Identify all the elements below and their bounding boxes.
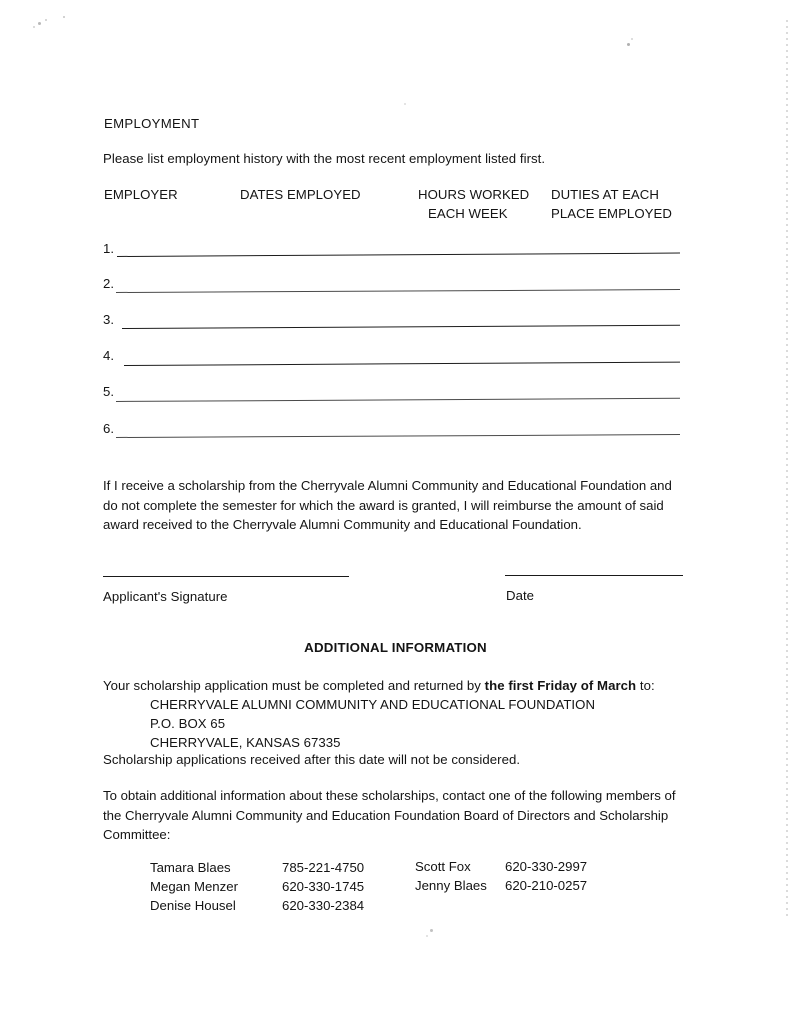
date-line[interactable]: [505, 575, 683, 576]
contact-phone: 620-330-1745: [282, 879, 365, 894]
employment-entry-line[interactable]: [122, 325, 680, 329]
scholarship-agreement-paragraph: If I receive a scholarship from the Cherryvale Alumni Community and Educational Foundation and do not complete the semester for which the award is granted, I will reimburse the amount of said award received to the Cherryvale Alumni Community and Educational Foundation.: [103, 478, 672, 532]
contact-phone: 785-221-4750: [282, 860, 365, 875]
submission-deadline-text: [103, 676, 655, 695]
scan-speckle: [631, 38, 633, 40]
employment-entry-line[interactable]: [116, 398, 680, 402]
applicant-signature-label: Applicant's Signature: [103, 589, 228, 604]
scan-speckle: [33, 26, 35, 28]
column-header-duties: DUTIES AT EACH: [551, 187, 659, 202]
contact-name: Denise Housel: [150, 898, 236, 913]
entry-number: 4.: [103, 348, 114, 363]
employment-entry-line[interactable]: [124, 362, 680, 366]
foundation-organization-name: CHERRYVALE ALUMNI COMMUNITY AND EDUCATIONAL FOUNDATION: [150, 697, 596, 712]
scan-speckle: [45, 19, 47, 21]
scan-speckle: [426, 935, 428, 937]
scan-speckle: [38, 22, 41, 25]
deadline-bold-phrase: the first Friday of March: [484, 678, 637, 693]
late-application-notice: Scholarship applications received after this date will not be considered.: [103, 752, 521, 767]
scan-edge-artifact: [786, 20, 788, 920]
contact-phone: 620-330-2997: [505, 859, 588, 874]
scan-speckle: [404, 103, 406, 105]
column-header-dates-employed: DATES EMPLOYED: [240, 187, 361, 202]
applicant-signature-line[interactable]: [103, 576, 349, 577]
column-header-hours-worked-line2: EACH WEEK: [428, 206, 508, 221]
contact-name: Megan Menzer: [150, 879, 238, 894]
entry-number: 1.: [103, 241, 114, 256]
entry-number: 2.: [103, 276, 114, 291]
contact-phone: 620-210-0257: [505, 878, 588, 893]
contact-information-paragraph: To obtain additional information about these scholarships, contact one of the following members of the Cherryvale Alumni Community and Education Foundation Board of Directors and Scholarship Committee:: [103, 788, 676, 842]
employment-entry-line[interactable]: [116, 434, 680, 438]
scan-speckle: [430, 929, 433, 932]
contact-name: Jenny Blaes: [415, 878, 487, 893]
deadline-text-before: Your scholarship application must be completed and returned by: [103, 678, 485, 693]
deadline-text-after: to:: [636, 678, 655, 693]
contact-phone: 620-330-2384: [282, 898, 365, 913]
date-label: Date: [506, 588, 535, 603]
foundation-city-state-zip: CHERRYVALE, KANSAS 67335: [150, 735, 341, 750]
entry-number: 6.: [103, 421, 114, 436]
scan-speckle: [627, 43, 630, 46]
additional-information-heading: ADDITIONAL INFORMATION: [304, 640, 487, 655]
entry-number: 3.: [103, 312, 114, 327]
column-header-employer: EMPLOYER: [104, 187, 178, 202]
column-header-hours-worked: HOURS WORKED: [418, 187, 530, 202]
employment-entry-line[interactable]: [117, 253, 680, 257]
scan-speckle: [63, 16, 65, 18]
contact-name: Scott Fox: [415, 859, 471, 874]
employment-section-heading: EMPLOYMENT: [104, 116, 200, 131]
column-header-duties-line2: PLACE EMPLOYED: [551, 206, 672, 221]
employment-instruction: Please list employment history with the most recent employment listed first.: [103, 151, 546, 166]
employment-entry-line[interactable]: [116, 289, 680, 293]
foundation-po-box: P.O. BOX 65: [150, 716, 226, 731]
entry-number: 5.: [103, 384, 114, 399]
contact-name: Tamara Blaes: [150, 860, 231, 875]
